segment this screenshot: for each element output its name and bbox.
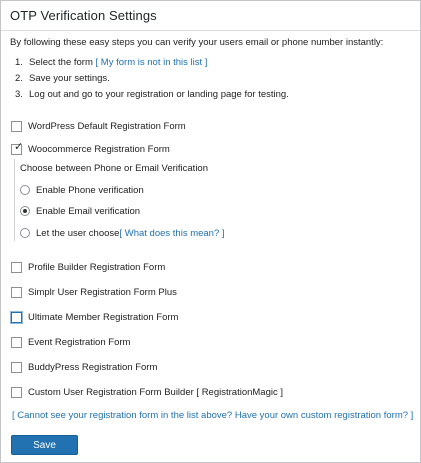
email-verification-radio[interactable] (20, 206, 30, 216)
checkmark-icon: ✓ (14, 140, 24, 153)
step-text: Select the form (29, 57, 96, 68)
radio-label: Let the user choose (36, 227, 120, 239)
phone-verification-option[interactable] (20, 183, 144, 197)
step-text: Save your settings. (29, 73, 110, 84)
form-option-profile-builder[interactable] (11, 260, 165, 274)
what-does-this-mean-link[interactable]: [ What does this mean? ] (119, 227, 225, 239)
registrationmagic-form-checkbox[interactable] (11, 387, 22, 398)
event-form-checkbox[interactable] (11, 337, 22, 348)
profile-builder-form-checkbox[interactable] (11, 262, 22, 273)
email-verification-option[interactable] (20, 204, 140, 218)
form-option-label: Woocommerce Registration Form (28, 143, 170, 155)
form-option-woocommerce[interactable] (11, 142, 170, 156)
form-not-in-list-link[interactable]: [ My form is not in this list ] (95, 57, 208, 68)
intro-text: By following these easy steps you can verify your users email or phone number instantly: (10, 37, 384, 48)
radio-label: Enable Phone verification (36, 184, 144, 196)
form-option-label: Ultimate Member Registration Form (28, 311, 179, 323)
step-number: 3. (15, 89, 23, 100)
step-item (15, 71, 289, 87)
steps-list (15, 55, 289, 103)
form-option-simplr[interactable] (11, 285, 177, 299)
form-option-registrationmagic[interactable] (11, 385, 283, 399)
ultimate-member-form-checkbox[interactable] (11, 312, 22, 323)
missing-form-link[interactable]: [ Cannot see your registration form in the list above? Have your own custom registration form? ] (12, 410, 414, 421)
form-option-label: Custom User Registration Form Builder [ RegistrationMagic ] (28, 386, 284, 398)
woocommerce-form-checkbox[interactable] (11, 140, 24, 155)
form-option-wordpress[interactable] (11, 119, 186, 133)
form-option-buddypress[interactable] (11, 360, 157, 374)
save-button[interactable]: Save (11, 435, 78, 455)
user-choice-radio[interactable] (20, 228, 30, 238)
step-item (15, 55, 289, 71)
radio-label: Enable Email verification (36, 205, 141, 217)
step-text: Log out and go to your registration or landing page for testing. (29, 89, 289, 100)
wordpress-form-checkbox[interactable] (11, 121, 22, 132)
step-item (15, 87, 289, 103)
phone-verification-radio[interactable] (20, 185, 30, 195)
step-number: 1. (15, 57, 23, 68)
form-option-label: Simplr User Registration Form Plus (28, 286, 177, 298)
page-title: OTP Verification Settings (10, 8, 157, 23)
form-option-event[interactable] (11, 335, 130, 349)
form-option-ultimate-member[interactable] (11, 310, 178, 324)
user-choice-option[interactable] (20, 226, 225, 240)
form-option-label: Event Registration Form (28, 336, 131, 348)
simplr-form-checkbox[interactable] (11, 287, 22, 298)
buddypress-form-checkbox[interactable] (11, 362, 22, 373)
verification-choice-heading: Choose between Phone or Email Verification (20, 163, 209, 174)
form-option-label: WordPress Default Registration Form (28, 120, 186, 132)
step-number: 2. (15, 73, 23, 84)
form-option-label: Profile Builder Registration Form (28, 261, 166, 273)
woocommerce-options-border (14, 159, 15, 241)
title-divider (1, 30, 420, 31)
form-option-label: BuddyPress Registration Form (28, 361, 158, 373)
